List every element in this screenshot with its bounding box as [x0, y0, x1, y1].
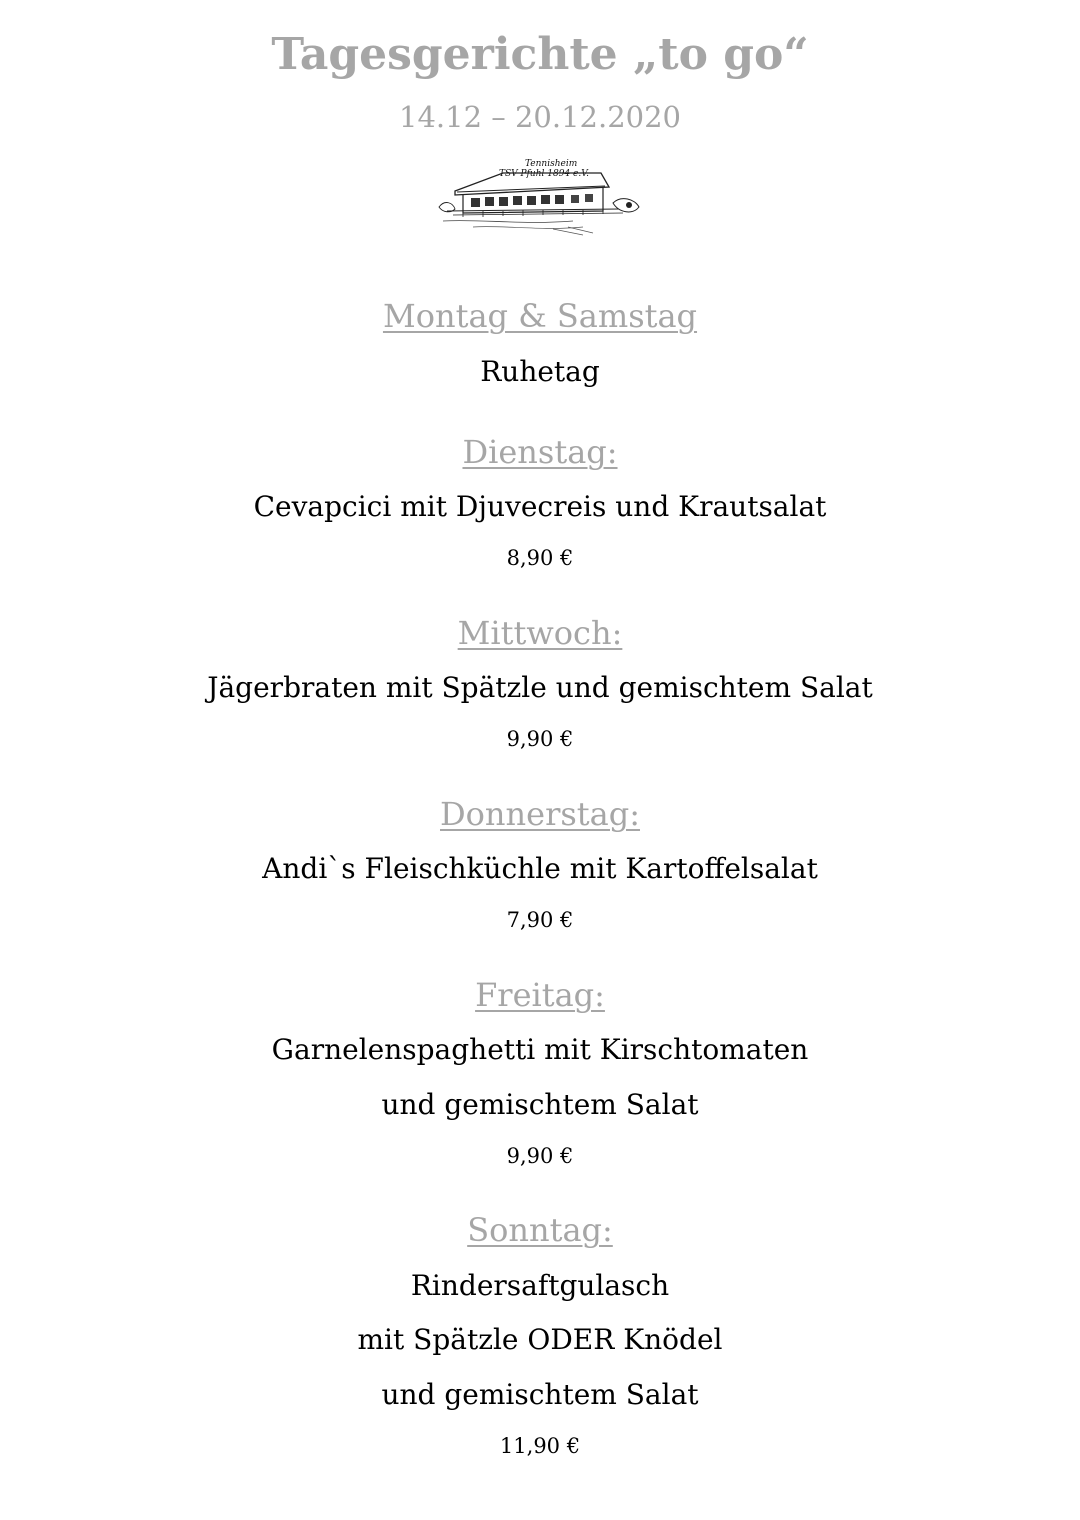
- price-label: 9,90 €: [506, 727, 574, 751]
- price-label: 11,90 €: [499, 1434, 581, 1458]
- day-heading-tuesday: Dienstag:: [462, 433, 618, 471]
- dish-line: Jägerbraten mit Spätzle und gemischtem Salat: [207, 671, 873, 704]
- dish-line: mit Spätzle ODER Knödel: [357, 1323, 723, 1356]
- svg-text:TSV Pfuhl 1894 e.V.: TSV Pfuhl 1894 e.V.: [499, 169, 589, 179]
- dish-line: Cevapcici mit Djuvecreis und Krautsalat: [253, 490, 827, 523]
- dish-line: Andi`s Fleischküchle mit Kartoffelsalat: [262, 852, 818, 885]
- date-range: 14.12 – 20.12.2020: [399, 100, 681, 134]
- svg-text:Tennisheim: Tennisheim: [525, 159, 578, 169]
- day-heading-friday: Freitag:: [475, 976, 605, 1014]
- dish-line: Garnelenspaghetti mit Kirschtomaten: [271, 1033, 809, 1066]
- day-heading-sunday: Sonntag:: [467, 1211, 613, 1249]
- dish-line: Ruhetag: [480, 355, 600, 388]
- day-heading-thursday: Donnerstag:: [440, 795, 640, 833]
- dish-line: und gemischtem Salat: [381, 1378, 699, 1411]
- price-label: 7,90 €: [506, 908, 574, 932]
- price-label: 8,90 €: [506, 546, 574, 570]
- dish-line: und gemischtem Salat: [381, 1088, 699, 1121]
- day-heading-monday-saturday: Montag & Samstag: [382, 297, 698, 335]
- dish-line: Rindersaftgulasch: [410, 1269, 670, 1302]
- clubhouse-logo: [433, 155, 649, 237]
- page-title: Tagesgerichte „to go“: [271, 29, 809, 80]
- price-label: 9,90 €: [506, 1144, 574, 1168]
- day-heading-wednesday: Mittwoch:: [457, 614, 623, 652]
